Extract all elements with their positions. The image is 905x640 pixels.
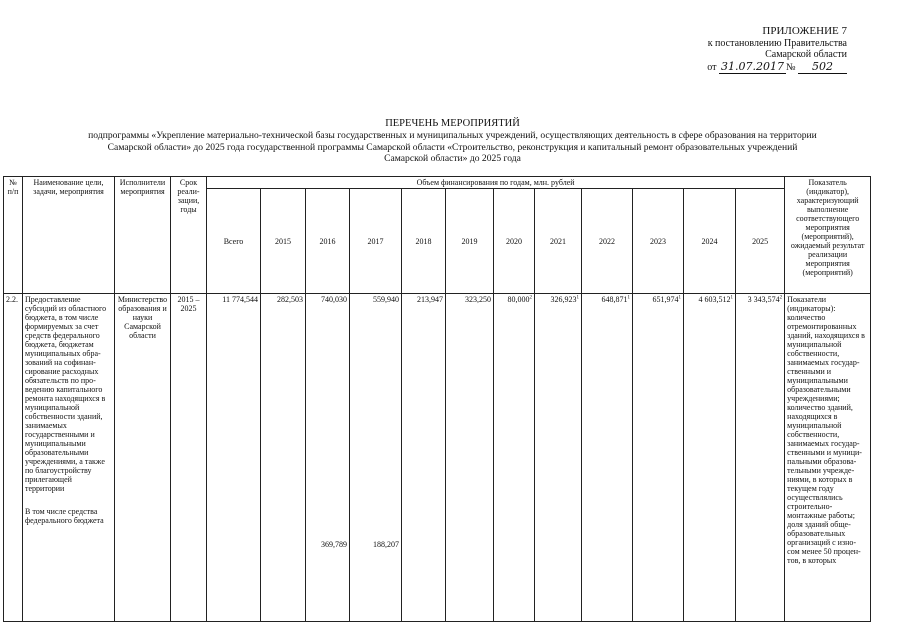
row-name xyxy=(23,294,115,622)
value-cell xyxy=(207,294,261,622)
value-cell xyxy=(306,294,350,622)
value-cell xyxy=(402,294,446,622)
year-header: 2020 xyxy=(494,189,535,294)
value-text: 651,974 xyxy=(652,295,679,304)
row-executor: Министерство образования и науки Самарской области xyxy=(115,294,171,622)
year-header: 2018 xyxy=(402,189,446,294)
year-header: 2016 xyxy=(306,189,350,294)
subtitle-line-3: Самарской области» до 2025 года xyxy=(384,153,521,164)
federal-row-name: В том числе средства федерального бюджета xyxy=(25,507,104,525)
value-text: 648,871 xyxy=(601,295,628,304)
value-cell xyxy=(350,294,402,622)
row-number: 2.2. xyxy=(4,294,23,622)
year-header: Всего xyxy=(207,189,261,294)
value-text: 80,000 xyxy=(507,295,530,304)
footnote-mark: 1 xyxy=(576,295,579,301)
value-cell xyxy=(736,294,785,622)
year-header: 2025 xyxy=(736,189,785,294)
year-header: 2023 xyxy=(633,189,684,294)
value-text: 11 774,544 xyxy=(222,295,258,304)
federal-value-text: 369,789 xyxy=(321,540,347,549)
year-header: 2015 xyxy=(261,189,306,294)
number-label: № xyxy=(785,61,796,73)
header-name: Наименование цели, задачи, мероприятия xyxy=(23,177,115,294)
year-header: 2019 xyxy=(446,189,494,294)
value-cell xyxy=(261,294,306,622)
value-text: 4 603,512 xyxy=(698,295,731,304)
appendix-title: ПРИЛОЖЕНИЕ 7 xyxy=(762,25,847,37)
year-header: 2024 xyxy=(684,189,736,294)
value-text: 559,940 xyxy=(373,295,399,304)
document-title: ПЕРЕЧЕНЬ МЕРОПРИЯТИЙ xyxy=(385,118,520,129)
appendix-block xyxy=(587,26,847,73)
year-header: 2017 xyxy=(350,189,402,294)
year-header: 2022 xyxy=(582,189,633,294)
header-funding: Объем финансирования по годам, млн. рублей xyxy=(207,177,785,189)
footnote-mark: 1 xyxy=(678,295,681,301)
appendix-date-line xyxy=(587,61,847,74)
appendix-line-2: Самарской области xyxy=(765,49,847,60)
subtitle-line-2: Самарской области» до 2025 года государственной программы Самарской области «Строительство, реконструкция и капитальный ремонт образовательных учреждений xyxy=(107,141,798,153)
table-row xyxy=(4,294,871,622)
footnote-mark: 2 xyxy=(529,295,532,301)
value-text: 326,923 xyxy=(550,295,577,304)
footnote-mark: 1 xyxy=(730,295,733,301)
header-num: № п/п xyxy=(4,177,23,294)
appendix-line-1: к постановлению Правительства xyxy=(707,37,847,49)
handwritten-number: 502 xyxy=(798,60,847,74)
value-cell xyxy=(535,294,582,622)
header-term: Срок реали-зации, годы xyxy=(171,177,207,294)
header-indicator: Показатель (индикатор), характеризующий выполнение соответствующего мероприятия (мероприятий), ожидаемый результат реализации мероприятия (мероприятий) xyxy=(785,177,871,294)
handwritten-date: 31.07.2017 xyxy=(720,59,784,73)
value-cell xyxy=(633,294,684,622)
subtitle-line-1: подпрограммы «Укрепление материально-технической базы государственных и муниципальных учреждений, осуществляющих деятельность в сфере образования на территории xyxy=(88,130,817,141)
activities-table xyxy=(3,176,871,622)
value-cell xyxy=(494,294,535,622)
row-name-text: Предоставление субсидий из областного бюджета, в том числе формируемых за счет средств федерального бюджета, бюджетам муниципальных обра-зований на софинан-сирование расходных обязательств по про-ведению капитального ремонта находящихся в муниципальной собственности зданий, занимаемых государственными и муниципальными образовательными учреждениями, а также по благоустройству прилегающей территории xyxy=(25,295,107,493)
row-term: 2015 – 2025 xyxy=(171,294,207,622)
value-text: 323,250 xyxy=(465,295,491,304)
footnote-mark: 2 xyxy=(779,295,783,301)
year-header: 2021 xyxy=(535,189,582,294)
value-text: 740,030 xyxy=(321,295,347,304)
value-cell xyxy=(446,294,494,622)
header-executors: Исполнители мероприятия xyxy=(115,177,171,294)
row-indicator: Показатели (индикаторы): количество отремонтированных зданий, находящихся в муниципальной собственности, занимаемых государ-ственными и муниципальными образовательными учреждениями; количество зданий, находящихся в муниципальной собственности, занимаемых государ-ственными и муници-пальными образова-тельными учрежде-ниями, в которых в текущем году осуществлялись строительно-монтажные работы; доля зданий обще-образовательных организаций с изно-сом менее 50 процен-тов, в которых xyxy=(785,294,871,622)
from-label: от xyxy=(707,61,717,73)
value-text: 282,503 xyxy=(277,295,303,304)
federal-value-text: 188,207 xyxy=(373,540,399,549)
value-cell xyxy=(582,294,633,622)
footnote-mark: 1 xyxy=(627,295,630,301)
value-text: 213,947 xyxy=(417,295,443,304)
value-cell xyxy=(684,294,736,622)
document-subtitle xyxy=(40,130,865,165)
value-text: 3 343,574 xyxy=(747,295,780,304)
